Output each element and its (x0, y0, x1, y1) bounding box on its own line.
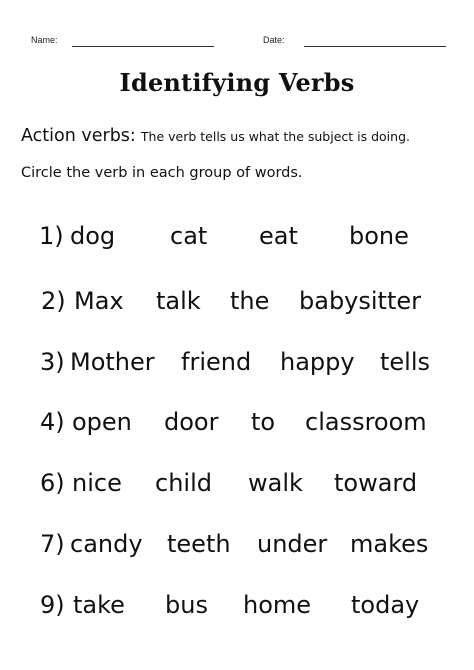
word-option[interactable]: cat (170, 222, 208, 250)
word-option[interactable]: walk (248, 469, 303, 497)
date-blank-line[interactable] (304, 46, 446, 47)
word-option[interactable]: happy (280, 348, 355, 376)
exercise-row-3 (0, 342, 474, 382)
word-option[interactable]: Max (74, 287, 124, 315)
name-blank-line[interactable] (72, 46, 214, 47)
action-verbs-description: The verb tells us what the subject is doing. (140, 129, 410, 144)
word-option[interactable]: to (251, 408, 276, 436)
word-option[interactable]: toward (334, 469, 418, 497)
word-option[interactable]: child (155, 469, 212, 497)
word-option[interactable]: home (243, 591, 312, 619)
exercise-row-7 (0, 585, 474, 625)
intro-definition (21, 126, 410, 146)
row-number: 9) (40, 591, 65, 619)
word-option[interactable]: classroom (305, 408, 427, 436)
row-number: 7) (40, 530, 65, 558)
exercise-row-2 (0, 281, 474, 321)
word-option[interactable]: teeth (167, 530, 231, 558)
name-label: Name: (31, 35, 58, 45)
word-option[interactable]: today (351, 591, 420, 619)
exercise-row-1 (0, 216, 474, 256)
word-option[interactable]: eat (259, 222, 298, 250)
word-option[interactable]: bus (165, 591, 208, 619)
word-option[interactable]: tells (380, 348, 431, 376)
action-verbs-label: Action verbs: (21, 126, 136, 146)
row-number: 6) (40, 469, 65, 497)
word-option[interactable]: babysitter (299, 287, 422, 315)
row-number: 3) (40, 348, 65, 376)
exercise-row-5 (0, 463, 474, 503)
instruction-text: Circle the verb in each group of words. (21, 165, 303, 181)
word-option[interactable]: candy (70, 530, 143, 558)
row-number: 1) (39, 222, 64, 250)
word-option[interactable]: the (230, 287, 270, 315)
worksheet-title: Identifying Verbs (119, 68, 355, 97)
exercise-row-4 (0, 402, 474, 442)
word-option[interactable]: open (72, 408, 132, 436)
word-option[interactable]: bone (349, 222, 409, 250)
row-number: 4) (40, 408, 65, 436)
word-option[interactable]: take (73, 591, 125, 619)
word-option[interactable]: Mother (70, 348, 155, 376)
word-option[interactable]: friend (181, 348, 252, 376)
date-label: Date: (263, 35, 285, 45)
word-option[interactable]: door (164, 408, 219, 436)
word-option[interactable]: dog (70, 222, 116, 250)
exercise-row-6 (0, 524, 474, 564)
row-number: 2) (41, 287, 66, 315)
word-option[interactable]: makes (350, 530, 429, 558)
word-option[interactable]: nice (72, 469, 122, 497)
word-option[interactable]: under (257, 530, 328, 558)
word-option[interactable]: talk (156, 287, 201, 315)
